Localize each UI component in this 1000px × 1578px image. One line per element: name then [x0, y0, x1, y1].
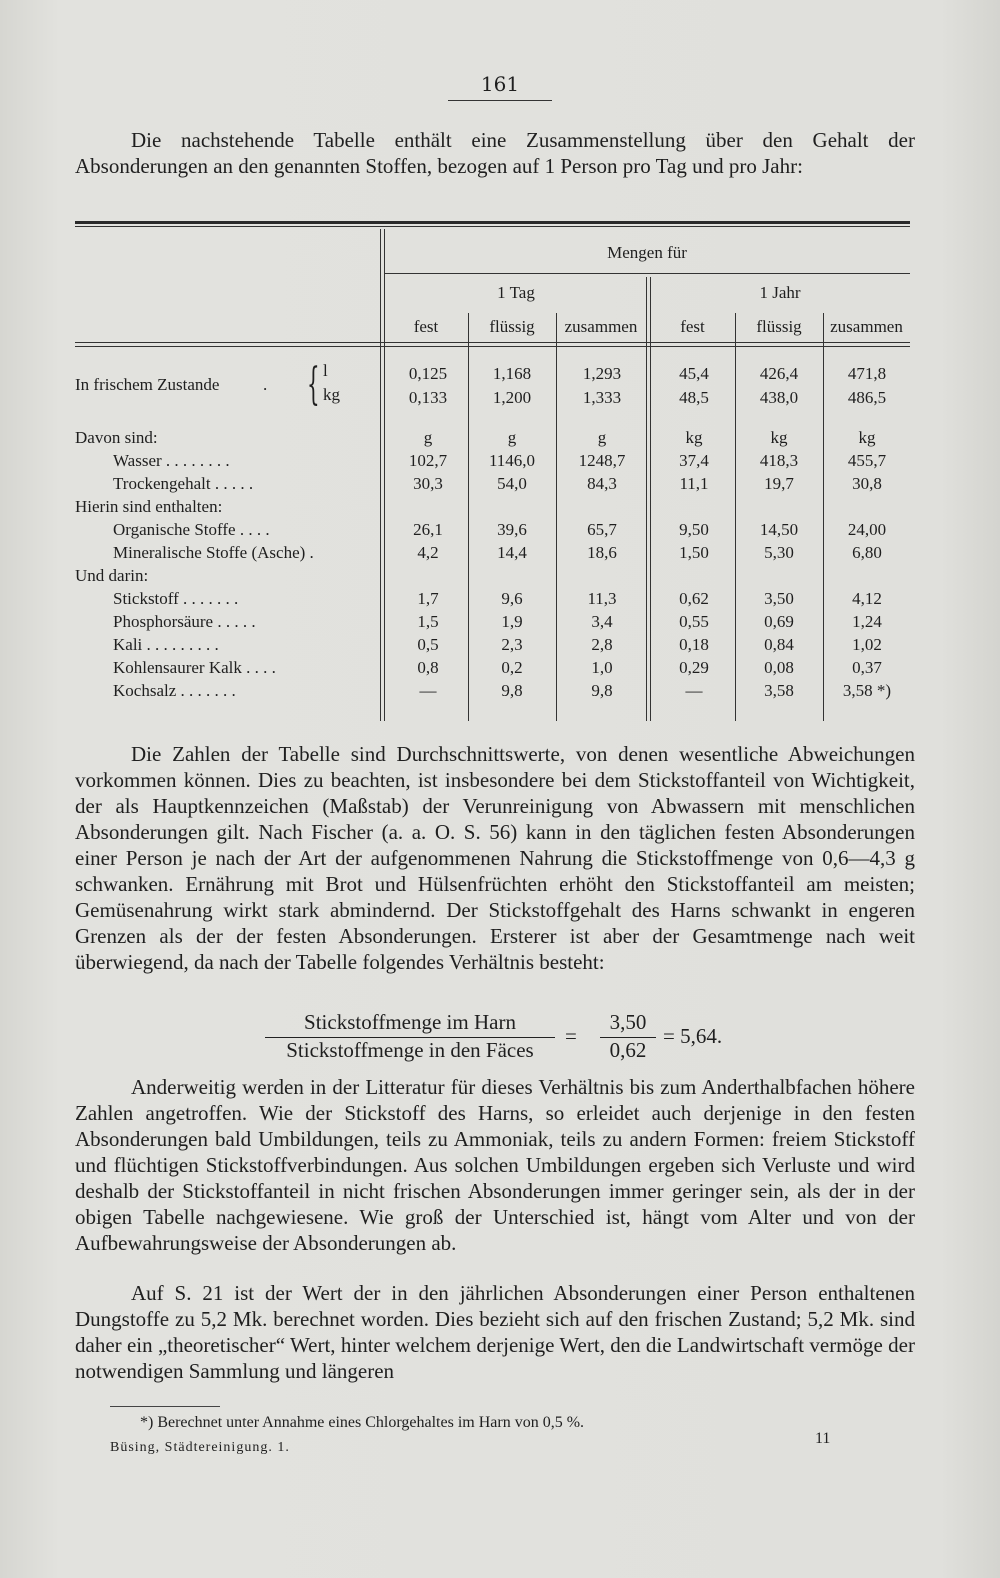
footnote-rule [110, 1406, 220, 1407]
table-cell: — [685, 681, 703, 700]
row-label: Organische Stoffe . . . . [113, 520, 270, 539]
row-label: Mineralische Stoffe (Asche) . [113, 543, 314, 562]
table-cell: 4,2 [417, 543, 439, 562]
table-cell: 4,12 [852, 589, 882, 608]
paragraph-value: Auf S. 21 ist der Wert der in den jährlichen Absonderungen einer Person enthaltenen Dungstoffe zu 5,2 Mk. berechnet worden. Dies bezieht sich auf den frischen Zustand; 5,2 Mk. sind daher ein „theoretischer“ Wert, hinter welchem derjenige Wert, den die Landwirtschaft vermöge der notwendigen Sammlung und längeren [75, 1281, 915, 1383]
row-label: Phosphorsäure . . . . . [113, 612, 256, 631]
table-cell: 5,30 [764, 543, 794, 562]
page-number: 161 [448, 72, 552, 101]
table-cell: 9,6 [501, 589, 523, 608]
table-cell: 26,1 [413, 520, 443, 539]
row-label: Kochsalz . . . . . . . [113, 681, 236, 700]
table-cell: g [507, 428, 517, 447]
row-label: Kohlensaurer Kalk . . . . [113, 658, 276, 677]
table-cell: 0,62 [679, 589, 709, 608]
col-header: flüssig [489, 317, 535, 336]
table-vline [556, 313, 557, 721]
paragraph-literature: Anderweitig werden in der Litteratur für dieses Verhältnis bis zum Anderthalbfachen höhere Zahlen angetroffen. Wie der Stickstoff des Harns, so erleidet auch derjenige in den festen Absonderungen bald Umbildungen, teils zu Ammoniak, teils zu andern Formen: freiem Stickstoff und flüchtigen Stickstoffverbindungen. Aus solchen Umbildungen ergeben sich Verluste und wird deshalb der Stickstoffanteil in nicht frischen Absonderungen immer geringer sein, als der in der obigen Tabelle nachgewiesene. Wie groß der Unterschied ist, hängt vom Alter und von der Aufbewahrungsweise der Absonderungen ab. [75, 1075, 915, 1255]
table-cell: 84,3 [587, 474, 617, 493]
brace-icon: { [307, 359, 320, 410]
table-cell: 1,9 [501, 612, 523, 631]
header-bottom-rule [75, 346, 910, 347]
table-top-rule [75, 221, 910, 224]
table-cell: 65,7 [587, 520, 617, 539]
row-label: Kali . . . . . . . . . [113, 635, 219, 654]
table-cell: 30,8 [852, 474, 882, 493]
table-cell: 39,6 [497, 520, 527, 539]
table-cell: 438,0 [759, 388, 799, 407]
table-cell: kg [685, 428, 703, 447]
table-cell: 0,84 [764, 635, 794, 654]
formula-denominator-value: 0,62 [609, 1038, 647, 1062]
table-cell: 37,4 [679, 451, 709, 470]
table-cell: 24,00 [847, 520, 887, 539]
signature-number: 11 [815, 1430, 831, 1447]
table-cell: 3,58 *) [842, 681, 892, 700]
table-vline [380, 229, 381, 721]
formula-result-value: 5,64. [680, 1024, 723, 1048]
table-cell: 418,3 [759, 451, 799, 470]
table-cell: 3,58 [764, 681, 794, 700]
table-cell: 9,8 [591, 681, 613, 700]
formula-numerator-text: Stickstoffmenge im Harn [265, 1010, 555, 1038]
row-label: Stickstoff . . . . . . . [113, 589, 239, 608]
table-cell: 54,0 [497, 474, 527, 493]
table-cell: 0,8 [417, 658, 439, 677]
table-cell: 0,37 [852, 658, 882, 677]
row-label: Und darin: [75, 566, 149, 585]
table-cell: 48,5 [679, 388, 709, 407]
col-header: zusammen [564, 317, 638, 336]
table-cell: kg [770, 428, 788, 447]
col-header: flüssig [756, 317, 802, 336]
table-cell: 45,4 [679, 364, 709, 383]
col-header: zusammen [830, 317, 903, 336]
printer-signature: Büsing, Städtereinigung. 1. [110, 1440, 290, 1455]
table-cell: 102,7 [408, 451, 448, 470]
table-vline [646, 277, 647, 721]
col-header: fest [413, 317, 439, 336]
ratio-fraction-text [265, 1010, 555, 1063]
table-cell: 0,69 [764, 612, 794, 631]
table-cell: 471,8 [847, 364, 887, 383]
table-top-rule-thin [75, 226, 910, 227]
header-rule [384, 273, 910, 274]
table-cell: 9,50 [679, 520, 709, 539]
table-cell: 0,2 [501, 658, 523, 677]
table-cell: 0,133 [408, 388, 448, 407]
row-label: Hierin sind enthalten: [75, 497, 223, 516]
table-cell: 1,0 [591, 658, 613, 677]
table-cell: 6,80 [852, 543, 882, 562]
table-cell: 3,50 [764, 589, 794, 608]
table-cell: 30,3 [413, 474, 443, 493]
table-cell: 1,5 [417, 612, 439, 631]
table-cell: 1248,7 [578, 451, 626, 470]
unit-kg: kg [323, 385, 340, 404]
row-label: Wasser . . . . . . . . [113, 451, 230, 470]
row-label-fresh: In frischem Zustande [75, 375, 220, 394]
table-cell: g [597, 428, 607, 447]
table-cell: 1146,0 [488, 451, 536, 470]
table-cell: kg [858, 428, 876, 447]
footnote: *) Berechnet unter Annahme eines Chlorgehaltes im Harn von 0,5 %. [140, 1414, 585, 1431]
table-cell: 1,168 [492, 364, 532, 383]
table-cell: 1,50 [679, 543, 709, 562]
ratio-formula [265, 1010, 765, 1066]
header-day: 1 Tag [497, 283, 535, 302]
formula-denominator-text: Stickstoffmenge in den Fäces [286, 1038, 534, 1062]
table-cell: 1,293 [582, 364, 622, 383]
table-cell: 1,02 [852, 635, 882, 654]
table-cell: 1,7 [417, 589, 439, 608]
table-cell: 426,4 [759, 364, 799, 383]
table-cell: 1,200 [492, 388, 532, 407]
data-table [75, 221, 910, 721]
intro-paragraph: Die nachstehende Tabelle enthält eine Zusammenstellung über den Gehalt der Absonderungen an den genannten Stoffen, bezogen auf 1 Person pro Tag und pro Jahr: [75, 128, 915, 178]
table-cell: — [419, 681, 437, 700]
col-header: fest [680, 317, 705, 336]
table-cell: 0,55 [679, 612, 709, 631]
table-cell: 9,8 [501, 681, 523, 700]
table-cell: 11,3 [587, 589, 617, 608]
table-cell: 0,18 [679, 635, 709, 654]
table-cell: 0,29 [679, 658, 709, 677]
table-cell: 0,5 [417, 635, 439, 654]
formula-result: = 5,64. [663, 1024, 723, 1048]
header-bottom-rule [75, 342, 910, 343]
table-cell: 0,08 [764, 658, 794, 677]
table-cell: 14,50 [759, 520, 799, 539]
table-cell: 0,125 [408, 364, 448, 383]
table-cell: 455,7 [847, 451, 887, 470]
table-cell: g [423, 428, 433, 447]
header-year: 1 Jahr [759, 283, 801, 302]
table-cell: 1,333 [582, 388, 622, 407]
table-cell: 3,4 [591, 612, 613, 631]
header-main: Mengen für [607, 243, 687, 262]
table-cell: 1,24 [852, 612, 882, 631]
equals-sign: = [565, 1024, 577, 1048]
paragraph-averages: Die Zahlen der Tabelle sind Durchschnittswerte, von denen wesentliche Abweichungen vorkommen können. Dies zu beachten, ist insbesondere bei dem Stickstoffanteil von Wichtigkeit, der als Hauptkennzeichen (Maßstab) der Verunreinigung von Abwassern mit menschlichen Absonderungen gilt. Nach Fischer (a. a. O. S. 56) kann in den täglichen festen Absonderungen einer Person je nach der Art der aufgenommenen Nahrung die Stickstoffmenge von 0,6—4,3 g schwanken. Ernährung mit Brot und Hülsenfrüchten erhöht den Stickstoffanteil am meisten; Gemüsenahrung wirkt stark abmindernd. Der Stickstoffgehalt des Harns schwankt in engeren Grenzen als der der festen Absonderungen. Ersterer ist aber der Gesamtmenge nach weit überwiegend, da nach der Tabelle folgendes Verhältnis besteht: [75, 742, 915, 974]
unit-l: l [323, 361, 328, 380]
formula-numerator-value: 3,50 [600, 1010, 656, 1038]
table-cell: 486,5 [847, 388, 887, 407]
ratio-fraction-values [600, 1010, 656, 1063]
table-cell: 18,6 [587, 543, 617, 562]
table-cell: 19,7 [764, 474, 794, 493]
table-cell: 2,8 [591, 635, 613, 654]
row-label-dot: . [263, 375, 268, 394]
row-label: Davon sind: [75, 428, 158, 447]
table-cell: 11,1 [679, 474, 709, 493]
row-label: Trockengehalt . . . . . [113, 474, 254, 493]
table-cell: 14,4 [497, 543, 527, 562]
table-cell: 2,3 [501, 635, 523, 654]
